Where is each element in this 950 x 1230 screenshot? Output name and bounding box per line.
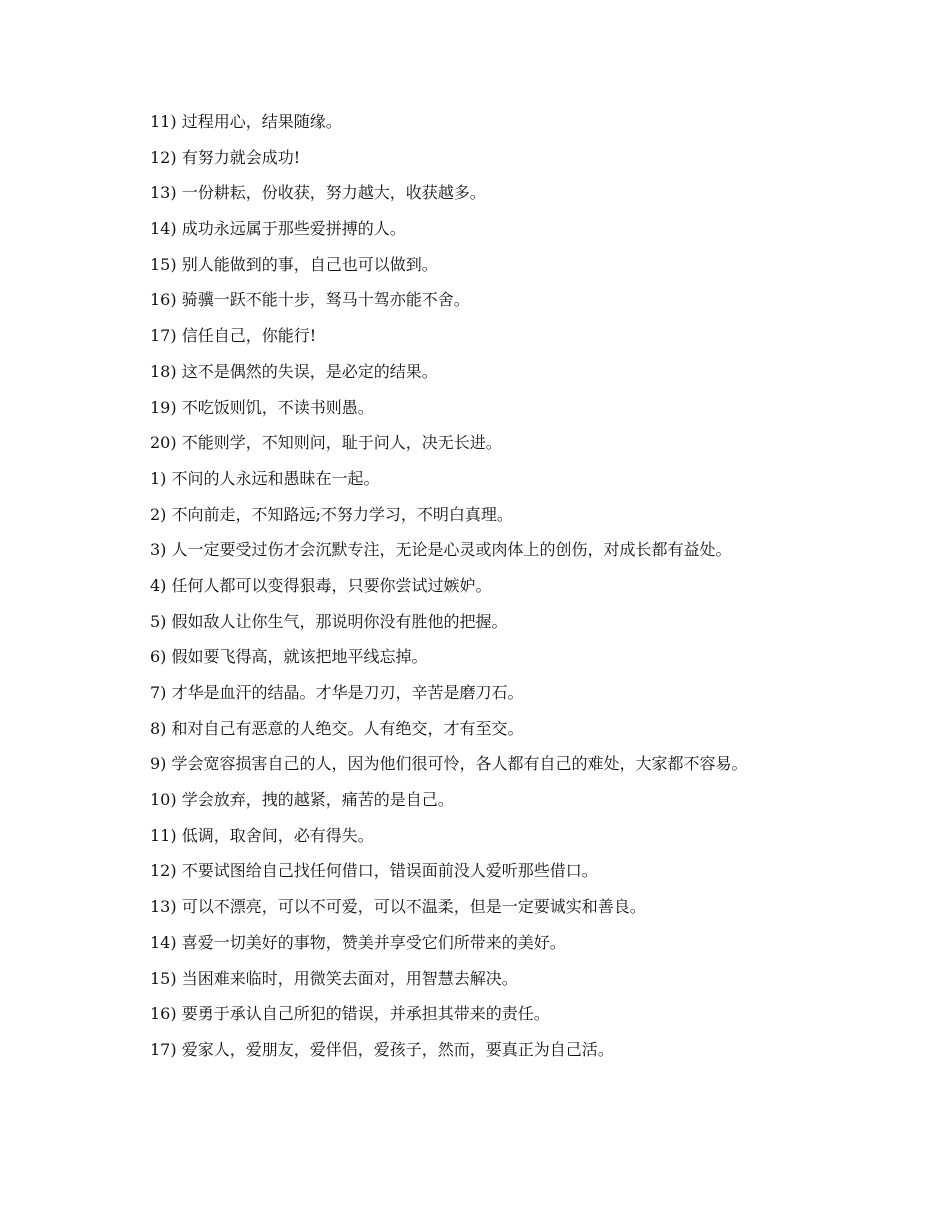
list-item: 15) 当困难来临时，用微笑去面对，用智慧去解决。 xyxy=(150,968,518,988)
list-item: 13) 可以不漂亮，可以不可爱，可以不温柔，但是一定要诚实和善良。 xyxy=(150,897,646,917)
list-item: 16) 骑骥一跃不能十步，驽马十驾亦能不舍。 xyxy=(150,290,470,310)
list-item: 14) 成功永远属于那些爱拼搏的人。 xyxy=(150,219,406,239)
list-item: 2) 不向前走，不知路远;不努力学习，不明白真理。 xyxy=(150,504,513,524)
list-item: 17) 信任自己，你能行! xyxy=(150,326,317,346)
list-item: 7) 才华是血汗的结晶。才华是刀刃，辛苦是磨刀石。 xyxy=(150,683,524,702)
list-item: 1) 不问的人永远和愚昧在一起。 xyxy=(150,468,380,488)
list-item: 12) 不要试图给自己找任何借口，错误面前没人爱听那些借口。 xyxy=(150,861,598,881)
list-item: 4) 任何人都可以变得狠毒，只要你尝试过嫉妒。 xyxy=(150,575,492,595)
list-item: 17) 爱家人，爱朋友，爱伴侣，爱孩子，然而，要真正为自己活。 xyxy=(150,1039,614,1059)
list-item: 18) 这不是偶然的失误，是必定的结果。 xyxy=(150,361,438,381)
list-item: 14) 喜爱一切美好的事物，赞美并享受它们所带来的美好。 xyxy=(150,932,566,952)
list-item: 9) 学会宽容损害自己的人，因为他们很可怜，各人都有自己的难处，大家都不容易。 xyxy=(150,754,748,774)
list-item: 5) 假如敌人让你生气，那说明你没有胜他的把握。 xyxy=(150,611,508,631)
list-item: 13) 一份耕耘，份收获，努力越大，收获越多。 xyxy=(150,183,486,203)
list-item: 16) 要勇于承认自己所犯的错误，并承担其带来的责任。 xyxy=(150,1004,550,1024)
list-item: 3) 人一定要受过伤才会沉默专注，无论是心灵或肉体上的创伤，对成长都有益处。 xyxy=(150,540,732,560)
list-item: 6) 假如要飞得高，就该把地平线忘掉。 xyxy=(150,647,428,667)
list-item: 12) 有努力就会成功! xyxy=(150,147,301,167)
list-item: 20) 不能则学，不知则问，耻于问人，决无长进。 xyxy=(150,433,502,453)
list-item: 11) 过程用心，结果随缘。 xyxy=(150,112,342,131)
list-item: 10) 学会放弃，拽的越紧，痛苦的是自己。 xyxy=(150,790,454,810)
list-item: 19) 不吃饭则饥，不读书则愚。 xyxy=(150,397,374,417)
list-item: 11) 低调，取舍间，必有得失。 xyxy=(150,825,374,845)
list-item: 15) 别人能做到的事，自己也可以做到。 xyxy=(150,254,438,274)
list-item: 8) 和对自己有恶意的人绝交。人有绝交，才有至交。 xyxy=(150,718,524,738)
